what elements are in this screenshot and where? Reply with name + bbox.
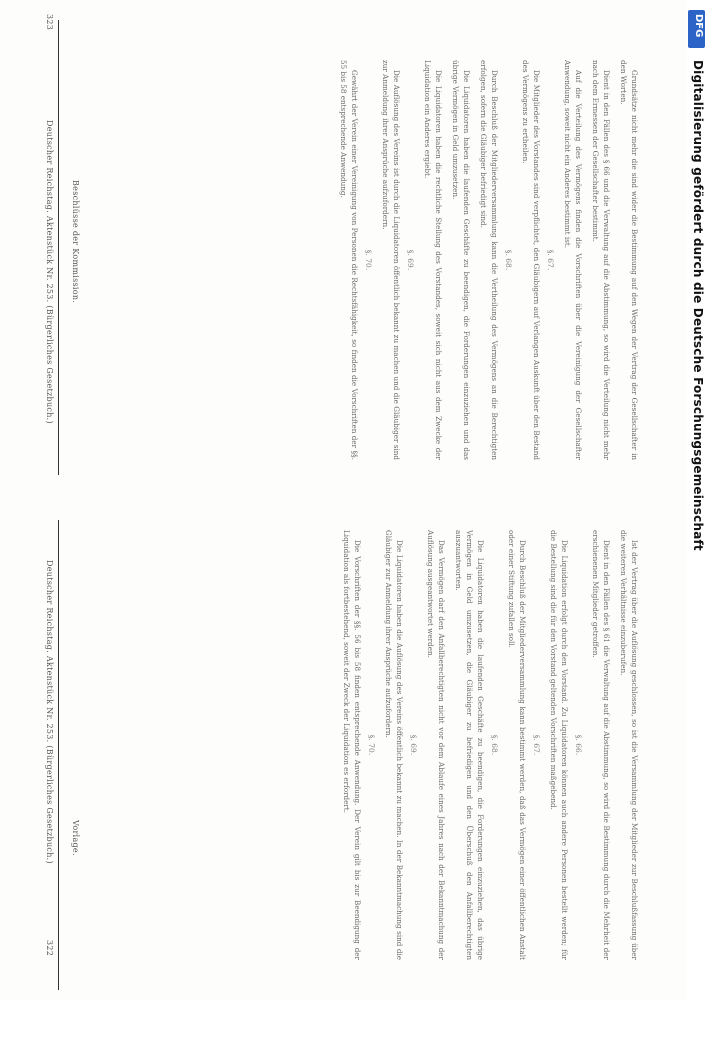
dfg-logo: DFG — [688, 10, 705, 48]
paragraph: Auf die Verteilung des Vermögens finden die Vorschriften über die Vereinigung der Gesellschafter Anwendung, soweit nicht ein Anderes bestimmt ist. — [563, 60, 583, 460]
paragraph: Die Auflösung des Vereins ist durch die Liquidatoren öffentlich bekannt zu machen und die Gläubiger sind zur Anmeldung ihrer Ansprüche aufzufordern. — [381, 60, 401, 460]
paragraph: Die Liquidatoren haben die laufenden Geschäfte zu beendigen, die Forderungen einzuziehen und das übrige Vermögen in Geld umzusetzen. — [451, 60, 471, 460]
paragraph: Dient in den Fällen des § 66 und die Verwaltung auf die Abstimmung, so wird die Verteilung nicht mehr nach dem Ermessen der Gesellschafter bestimmt. — [591, 60, 611, 460]
page-number-left: 322 — [45, 940, 54, 957]
paragraph: Die Liquidatoren haben die rechtliche Stellung des Vorstandes, soweit sich nicht aus dem Zwecke der Liquidation ein Anderes ergiebt. — [423, 60, 443, 460]
paragraph: Ist der Vertrag über die Auflösung geschlossen, so ist die Versammlung der Mitglieder zur Beschlußfassung über die weiteren Verhältnisse einzuberufen. — [619, 530, 639, 960]
right-page-column — [80, 60, 640, 460]
paragraph: Durch Beschluß der Mitgliederversammlung kann bestimmt werden, daß das Vermögen einer öffentlichen Anstalt oder einer Stiftung zufallen soll. — [507, 530, 527, 960]
page-header-right: Deutscher Reichstag. Aktenstück Nr. 253. (Bürgerliches Gesetzbuch.) — [45, 120, 54, 424]
section-title-left: Vorlage. — [71, 820, 80, 856]
paragraph: Die Liquidation erfolgt durch den Vorstand. Zu Liquidatoren können auch andere Personen bestellt werden; für die Bestellung sind die für den Vorstand geltenden Vorschriften maßgebend. — [549, 530, 569, 960]
section-mark: §. 70. — [367, 734, 376, 756]
section-mark: §. 67. — [532, 734, 541, 756]
section-title-right: Beschlüsse der Kommission. — [71, 180, 80, 304]
page-number-right: 323 — [45, 14, 54, 31]
paragraph: Grundsätze nicht mehr die sind wider die Bestimmung auf den Wegen der Vertrag der Gesellschafter in den Worten. — [619, 60, 639, 460]
header-rule-right — [58, 20, 59, 475]
section-mark: §. 68. — [504, 249, 513, 271]
section-mark: §. 69. — [409, 734, 418, 756]
dfg-notice: Digitalisierung gefördert durch die Deutsche Forschungsgemeinschaft — [691, 60, 705, 551]
header-rule-left — [58, 520, 59, 990]
section-mark: §. 67. — [546, 249, 555, 271]
paragraph: Das Vermögen darf den Anfallberechtigten nicht vor dem Ablaufe eines Jahres nach der Bekanntmachung der Auflösung ausgeantwortet werden. — [426, 530, 446, 960]
section-mark: §. 66. — [574, 734, 583, 756]
section-mark: §. 68. — [490, 734, 499, 756]
paragraph: Dient in den Fällen des § 61 die Verwaltung auf die Abstimmung, so wird die Bestimmung durch die Mehrheit der erschienenen Mitglieder getroffen. — [591, 530, 611, 960]
paragraph: Die Vorschriften der §§. 56 bis 58 finden entsprechende Anwendung. Der Verein gilt bis zur Beendigung der Liquidation als fortbestehend, soweit der Zweck der Liquidation es erfordert. — [342, 530, 362, 960]
left-page-column — [80, 530, 640, 960]
page-header-left: Deutscher Reichstag. Aktenstück Nr. 253. (Bürgerliches Gesetzbuch.) — [45, 560, 54, 864]
paragraph: Die Liquidatoren haben die laufenden Geschäfte zu beendigen, die Forderungen einzuziehen, das übrige Vermögen in Geld umzusetzen, die Gläubiger zu befriedigen und den Überschuß den Anfallberechtigten auszuantworten. — [454, 530, 485, 960]
section-mark: §. 69. — [406, 249, 415, 271]
paragraph: Die Mitglieder des Vorstandes sind verpflichtet, den Gläubigern auf Verlangen Auskunft über den Bestand des Vermögens zu ertheilen. — [521, 60, 541, 460]
paragraph: Gewährt der Verein einer Vereinigung von Personen die Rechtsfähigkeit, so finden die Vorschriften der §§. 55 bis 58 entsprechende Anwendung. — [339, 60, 359, 460]
paragraph: Die Liquidatoren haben die Auflösung des Vereins öffentlich bekannt zu machen. In der Bekanntmachung sind die Gläubiger zur Anmeldung ihrer Ansprüche aufzufordern. — [384, 530, 404, 960]
paragraph: Durch Beschluß der Mitgliederversammlung kann die Vertheilung des Vermögens an die Berechtigten erfolgen, sofern die Gläubiger befriedigt sind. — [479, 60, 499, 460]
section-mark: §. 70. — [364, 249, 373, 271]
